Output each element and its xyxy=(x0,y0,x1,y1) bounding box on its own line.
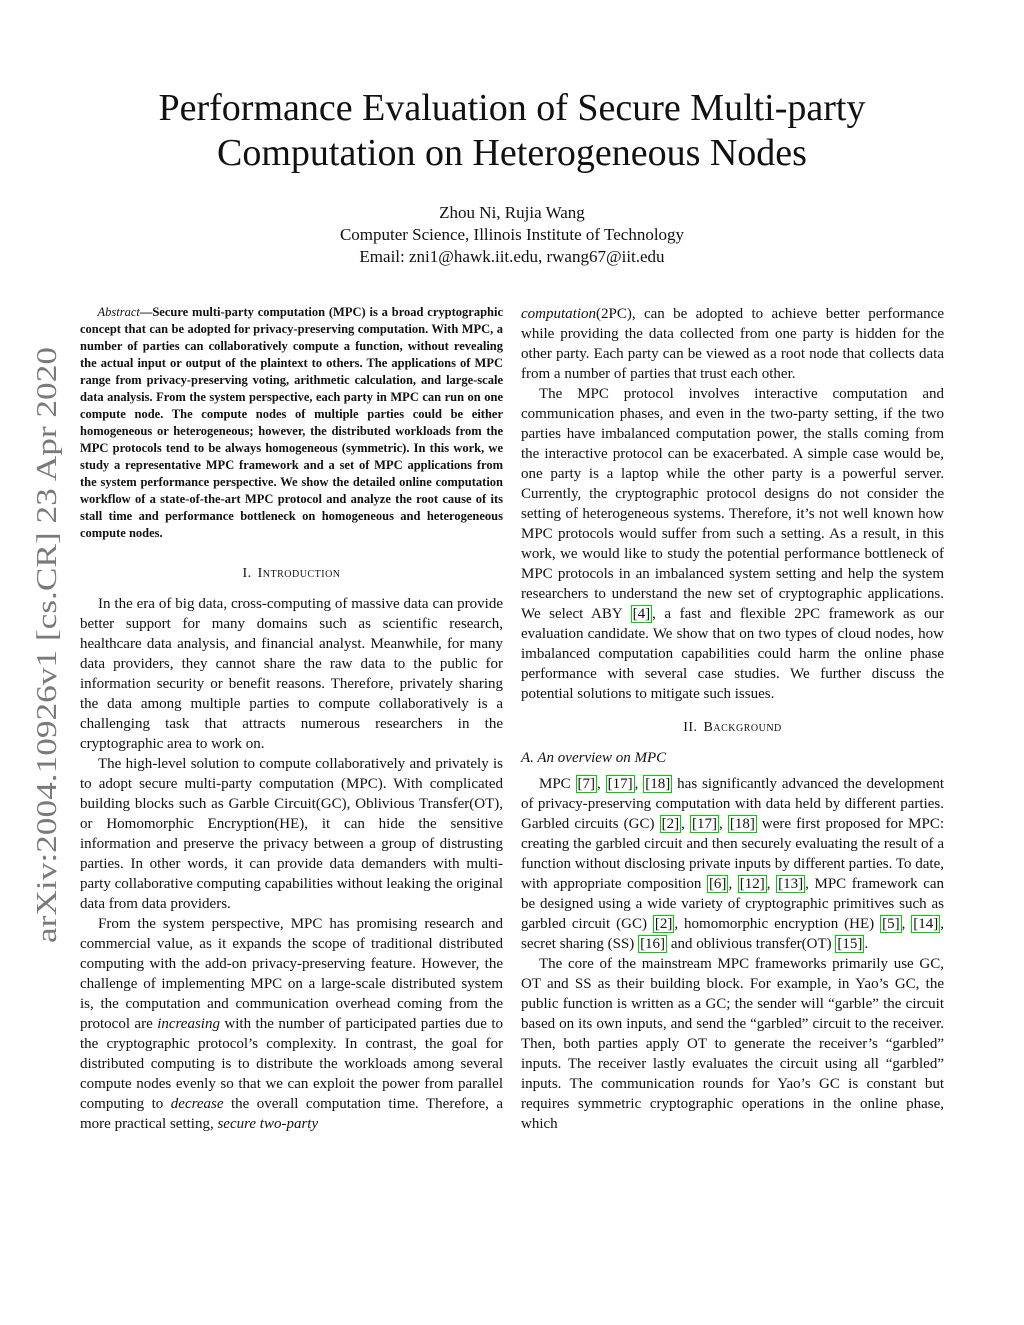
citation-link[interactable]: [7] xyxy=(577,776,596,792)
arxiv-stamp-text: arXiv:2004.10926v1 [cs.CR] 23 Apr 2020 xyxy=(31,453,63,943)
citation-link[interactable]: [13] xyxy=(778,876,804,892)
text-run: , xyxy=(634,776,644,792)
subsection-heading: A. An overview on MPC xyxy=(521,750,667,766)
text-run: , MPC framework can be designed using a wide variety of cryptographic primitives such as garbled circuit (GC) xyxy=(521,876,945,932)
author-names: Zhou Ni, Rujia Wang xyxy=(439,203,585,222)
section-number: II. xyxy=(683,720,698,735)
text-run: , secret sharing (SS) xyxy=(521,916,944,952)
citation-link[interactable]: [5] xyxy=(882,916,900,932)
arxiv-stamp-graphic xyxy=(18,345,68,945)
text-run: , xyxy=(766,876,777,892)
text-run: . xyxy=(864,936,869,952)
emphasis: computation xyxy=(521,306,596,322)
text-run: and oblivious transfer(OT) xyxy=(667,936,836,952)
citation-link[interactable]: [17] xyxy=(607,776,633,792)
right-column xyxy=(521,304,944,1134)
text-run: MPC xyxy=(539,776,576,792)
left-column xyxy=(80,304,503,1134)
section-number: I. xyxy=(242,566,252,581)
author-block xyxy=(200,202,824,268)
author-email: Email: zni1@hawk.iit.edu, rwang67@iit.edu xyxy=(359,247,665,266)
citation-link[interactable]: [18] xyxy=(729,816,755,832)
abstract-dash: — xyxy=(139,305,153,319)
paper-title xyxy=(90,86,934,176)
section-heading-introduction xyxy=(80,564,503,584)
citation-link[interactable]: [16] xyxy=(640,936,666,952)
emphasis: decrease xyxy=(170,1096,224,1112)
intro-paragraph-1: In the era of big data, cross-computing of massive data can provide better support for many domains such as scientific research, healthcare data analysis, and financial analyst. Meanwhile, for many data providers, they cannot share the raw data to the public for information security or benefit reasons. Therefore, privately sharing the data among multiple parties to compute collaboratively is a challenging task that attracts numerous researchers in the cryptographic area to work on. xyxy=(80,596,503,752)
intro-paragraph-2: The high-level solution to compute collaboratively and privately is to adopt secure multi-party computation (MPC). With complicated building blocks such as Garble Circuit(GC), Oblivious Transfer(OT), or Homomorphic Encryption(HE), it can hide the sensitive information and preserve the privacy between a group of distrusting parties. In other words, it can provide data demanders with multi-party collaborative computing capabilities without leaking the original data from data providers. xyxy=(80,756,503,912)
text-run: has significantly advanced the development of privacy-preserving computation with data held by different parties. Garbled circuits (GC) xyxy=(521,776,945,832)
citation-link[interactable]: [6] xyxy=(708,876,727,892)
section-title: Background xyxy=(703,720,782,735)
citation-link[interactable]: [4] xyxy=(632,606,651,622)
intro-paragraph-3-continued xyxy=(521,304,944,384)
abstract-text: Secure multi-party computation (MPC) is a broad cryptographic concept that can be adopted for privacy-preserving computation. With MPC, a number of parties can collaboratively compute a function, without revealing the actual input or output of the plaintext to others. The applications of MPC range from privacy-preserving voting, arithmetic calculation, and large-scale data analysis. From the system perspective, each party in MPC can run on one compute node. The compute nodes of multiple parties could be either homogeneous or heterogeneous; however, the distributed workloads from the MPC protocols tend to be always homogeneous (symmetric). In this work, we study a representative MPC framework and a set of MPC applications from the system performance perspective. We show the detailed online computation workflow of a state-of-the-art MPC protocol and analyze the root cause of its stall time and performance bottleneck on homogeneous and heterogeneous compute nodes. xyxy=(80,305,503,540)
emphasis: secure two-party xyxy=(217,1116,319,1132)
abstract xyxy=(80,304,503,542)
abstract-lead: Abstract xyxy=(97,305,140,319)
text-run: (2PC), can be adopted to achieve better performance while providing the data collected from one party is hidden for the other party. Each party can be viewed as a root node that collects data from a number of parties that trust each other. xyxy=(521,306,944,382)
arxiv-stamp xyxy=(18,345,68,945)
text-run: The MPC protocol involves interactive computation and communication phases, and even in the two-party setting, if the two parties have imbalanced computation power, the stalls coming from the interactive protocol can be exacerbated. A simple case would be, one party is a laptop while the other party is a powerful server. Currently, the cryptographic protocol designs do not consider the setting of heterogeneous systems. Therefore, it’s not well known how MPC protocols would suffer from such a setting. As a result, in this work, we would like to study the potential performance bottleneck of MPC protocols in an imbalanced system setting and help the system researchers to understand the new set of cryptographic applications. We select ABY xyxy=(521,386,944,622)
background-paragraph-2: The core of the mainstream MPC frameworks primarily use GC, OT and SS as their building block. For example, in Yao’s GC, the public function is written as a GC; the sender will “garble” the circuit based on its own inputs, and send the “garbled” circuit to the receiver. Then, both parties apply OT to generate the receiver’s “garbled” inputs. The receiver lastly evaluates the circuit using all “garbled” inputs. The communication rounds for Yao’s GC is constant but requires symmetric cryptographic operations in the online phase, which xyxy=(521,956,944,1132)
text-run: were first proposed for MPC: creating the garbled circuit and then securely evaluating the result of a function without disclosing private inputs by different parties. To date, with appropriate composition xyxy=(521,816,944,892)
text-run: , xyxy=(681,816,690,832)
text-run: , xyxy=(718,816,728,832)
title-line-1: Performance Evaluation of Secure Multi-party xyxy=(158,87,866,129)
citation-link[interactable]: [2] xyxy=(661,816,680,832)
title-line-2: Computation on Heterogeneous Nodes xyxy=(217,132,807,174)
intro-paragraph-4 xyxy=(521,384,944,704)
background-paragraph-1 xyxy=(521,774,944,954)
section-title: Introduction xyxy=(257,566,341,581)
text-run: , homomorphic encryption (HE) xyxy=(674,916,881,932)
text-run: , xyxy=(901,916,912,932)
text-run: with the number of participated parties due to the cryptographic protocol’s complexity. In contrast, the goal for distributed computing is to distribute the workloads among several compute nodes evenly so that we can exploit the power from parallel computing to xyxy=(80,1016,503,1112)
section-heading-background xyxy=(521,718,944,738)
emphasis: increasing xyxy=(157,1016,220,1032)
text-run: the overall computation time. Therefore, a more practical setting, xyxy=(80,1096,504,1132)
citation-link[interactable]: [14] xyxy=(913,916,939,932)
citation-link[interactable]: [18] xyxy=(645,776,671,792)
text-run: From the system perspective, MPC has promising research and commercial value, as it expands the scope of traditional distributed computing with the add-on privacy-preserving feature. However, the challenge of implementing MPC on a large-scale distributed system is, the computation and communication overhead coming from the protocol are xyxy=(80,916,503,1032)
citation-link[interactable]: [2] xyxy=(654,916,673,932)
intro-paragraph-3 xyxy=(80,914,503,1134)
citation-link[interactable]: [12] xyxy=(739,876,765,892)
citation-link[interactable]: [17] xyxy=(691,816,717,832)
text-run: , xyxy=(728,876,738,892)
text-run: , a fast and flexible 2PC framework as our evaluation candidate. We show that on two types of cloud nodes, how imbalanced computation capabilities could harm the online phase performance with several case studies. We further discuss the potential solutions to mitigate such issues. xyxy=(521,606,944,702)
citation-link[interactable]: [15] xyxy=(837,936,863,952)
author-affiliation: Computer Science, Illinois Institute of Technology xyxy=(339,225,685,244)
text-run: , xyxy=(597,776,606,792)
